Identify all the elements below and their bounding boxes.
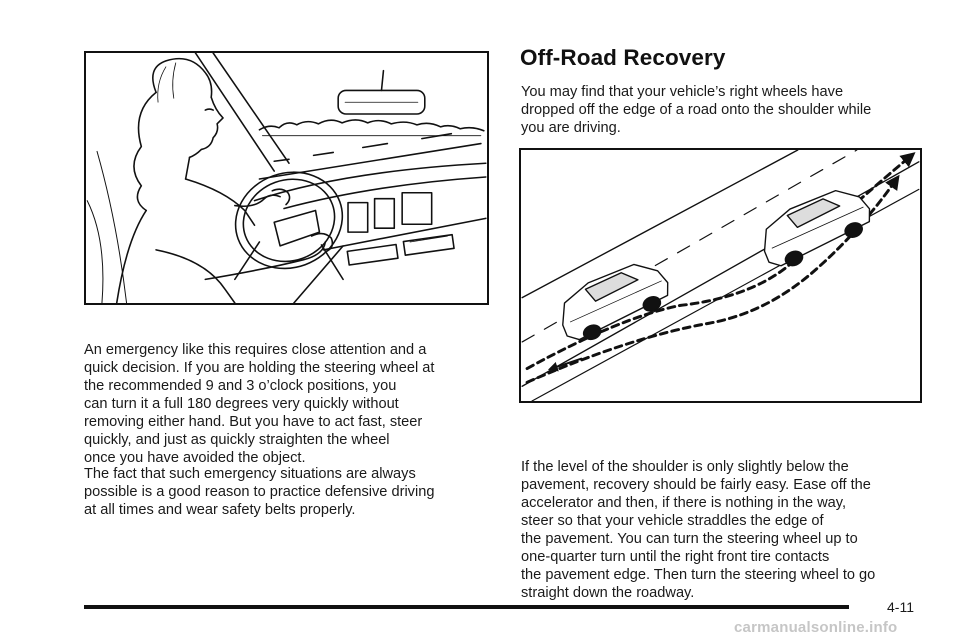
text-line: the recommended 9 and 3 o’clock positions, you xyxy=(84,378,397,394)
driver-steering-illustration xyxy=(84,51,489,305)
text-line: straight down the roadway. xyxy=(521,585,695,601)
text-line: quick decision. If you are holding the steering wheel at xyxy=(84,360,435,376)
text-line: You may find that your vehicle’s right wheels have xyxy=(521,84,844,100)
text-line: possible is a good reason to practice defensive driving xyxy=(84,484,435,500)
recovery-diagram-drawing xyxy=(521,150,920,401)
section-title: Off-Road Recovery xyxy=(520,45,726,70)
text-line: pavement, recovery should be fairly easy. Ease off the xyxy=(521,477,871,493)
watermark-text: carmanualsonline.info xyxy=(734,619,898,636)
text-line: the pavement. You can turn the steering wheel up to xyxy=(521,531,858,547)
footer-rule xyxy=(84,605,849,609)
defensive-driving-paragraph xyxy=(84,465,434,519)
text-line: steer so that your vehicle straddles the edge of xyxy=(521,513,824,529)
text-line: removing either hand. But you have to act fast, steer xyxy=(84,414,423,430)
text-line: you are driving. xyxy=(521,120,621,136)
intro-paragraph xyxy=(521,83,871,137)
text-line: can turn it a full 180 degrees very quickly without xyxy=(84,396,399,412)
recovery-instructions-paragraph xyxy=(521,458,875,602)
off-road-recovery-diagram xyxy=(519,148,922,403)
text-line: accelerator and then, if there is nothing in the way, xyxy=(521,495,847,511)
text-line: An emergency like this requires close attention and a xyxy=(84,342,427,358)
text-line: dropped off the edge of a road onto the shoulder while xyxy=(521,102,872,118)
text-line: quickly, and just as quickly straighten the wheel xyxy=(84,432,390,448)
emergency-steering-paragraph xyxy=(84,341,434,467)
driver-illustration-drawing xyxy=(86,53,487,303)
text-line: once you have avoided the object. xyxy=(84,450,306,466)
text-line: the pavement edge. Then turn the steering wheel to go xyxy=(521,567,876,583)
text-line: one-quarter turn until the right front tire contacts xyxy=(521,549,830,565)
text-line: If the level of the shoulder is only slightly below the xyxy=(521,459,849,475)
page-number: 4-11 xyxy=(887,599,914,615)
text-line: at all times and wear safety belts properly. xyxy=(84,502,356,518)
text-line: The fact that such emergency situations are always xyxy=(84,466,416,482)
